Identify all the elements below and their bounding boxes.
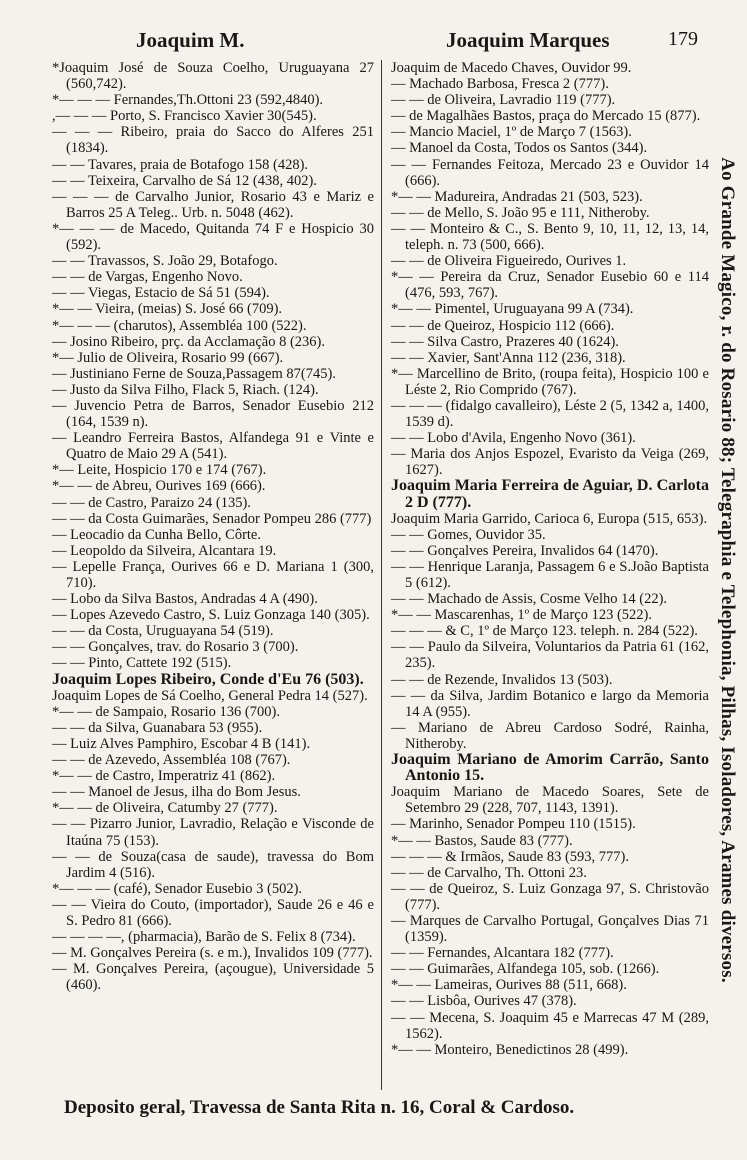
entry: — — Manoel de Jesus, ilha do Bom Jesus. [52,784,301,801]
entry: — — de Rezende, Invalidos 13 (503). [391,671,613,688]
entry: *— Julio de Oliveira, Rosario 99 (667). [52,349,284,366]
entry: — Mancio Maciel, 1º de Março 7 (1563). [391,124,632,141]
entry: Joaquim Maria Garrido, Carioca 6, Europa (515, 653). [391,510,708,527]
entry: — — — & C, 1º de Março 123. teleph. n. 284 (522). [391,623,698,640]
entry: — Manoel da Costa, Todos os Santos (344). [391,140,648,157]
entry: — Luiz Alves Pamphiro, Escobar 4 B (141). [52,735,311,752]
entry: — — — —, (pharmacia), Barão de S. Felix 8 (734). [52,929,356,946]
entry: — — Monteiro & C., S. Bento 9, 10, 11, 12, 13, 14, teleph. n. 73 (500, 666). [391,220,709,254]
running-head-left: Joaquim M. [136,28,245,52]
entry: *— — Pereira da Cruz, Senador Eusebio 60 e 114 (476, 593, 767). [391,269,709,302]
heading-entry: Joaquim Lopes Ribeiro, Conde d'Eu 76 (503). [52,670,364,688]
entry: — — de Castro, Paraizo 24 (135). [52,494,251,511]
entry: — — Vieira do Couto, (importador), Saude 26 e 46 e S. Pedro 81 (666). [52,896,374,929]
entry: — Leocadio da Cunha Bello, Côrte. [52,526,261,543]
entry: — — de Azevedo, Assembléa 108 (767). [52,752,291,769]
entry: *— — de Oliveira, Catumby 27 (777). [52,800,278,817]
entry: — — Pizarro Junior, Lavradio, Relação e Visconde de Itaúna 75 (153). [52,816,374,849]
entry: — — Fernandes Feitoza, Mercado 23 e Ouvidor 14 (666). [391,156,709,189]
entry: — — Guimarães, Alfandega 105, sob. (1266). [391,961,660,978]
entry: — — de Vargas, Engenho Novo. [52,269,243,286]
right-column [391,60,709,1058]
entry: — — Lisbôa, Ourives 47 (378). [391,993,577,1010]
entry: *— Leite, Hospicio 170 e 174 (767). [52,462,267,479]
entry: — Juvencio Petra de Barros, Senador Eusebio 212 (164, 1539 n). [52,397,374,431]
side-advertisement-text: Ao Grande Magico, r. do Rosario 88; Telegraphia e Telephonia, Pilhas, Isoladores, Arames diversos. [717,157,738,983]
entry: — — de Queiroz, S. Luiz Gonzaga 97, S. Christovão (777). [391,880,709,913]
entry: Joaquim Lopes de Sá Coelho, General Pedra 14 (527). [52,687,368,704]
entry: — Justiniano Ferne de Souza,Passagem 87(745). [52,365,336,382]
entry: Joaquim de Macedo Chaves, Ouvidor 99. [391,60,632,76]
entry: — — da Costa, Uruguayana 54 (519). [52,623,274,640]
entry: *— — — (café), Senador Eusebio 3 (502). [52,880,303,897]
entry: *— — Madureira, Andradas 21 (503, 523). [391,188,643,205]
entry: ,— — — Porto, S. Francisco Xavier 30(545). [52,108,317,125]
entry: — — Pinto, Cattete 192 (515). [52,655,232,672]
heading-entry: Joaquim Mariano de Amorim Carrão, Santo Antonio 15. [391,751,709,785]
footer-advertisement: Deposito geral, Travessa de Santa Rita n. 16, Coral & Cardoso. [64,1097,575,1118]
entry: *— Marcellino de Brito, (roupa feita), Hospicio 100 e Léste 2, Rio Comprido (767). [391,365,709,398]
left-column [52,60,374,993]
entry: — Mariano de Abreu Cardoso Sodré, Rainha, Nitheroby. [391,719,709,752]
entry: *— — Lameiras, Ourives 88 (511, 668). [391,977,627,994]
entry: *— — — Fernandes,Th.Ottoni 23 (592,4840). [52,92,324,109]
entry: — — da Costa Guimarães, Senador Pompeu 286 (777) [52,510,372,527]
entry: — — — (fidalgo cavalleiro), Léste 2 (5, 1342 a, 1400, 1539 d). [391,397,709,431]
entry: — — da Silva, Jardim Botanico e largo da Memoria 14 A (955). [391,687,709,720]
entry: — — de Oliveira, Lavradio 119 (777). [391,92,616,109]
entry: — — de Carvalho, Th. Ottoni 23. [391,864,587,881]
entry: *— — Vieira, (meias) S. José 66 (709). [52,301,283,318]
entry: — — Viegas, Estacio de Sá 51 (594). [52,285,270,302]
entry: — — Henrique Laranja, Passagem 6 e S.João Baptista 5 (612). [391,558,709,591]
entry: — — Teixeira, Carvalho de Sá 12 (438, 402). [52,172,317,189]
entry: — — Lobo d'Avila, Engenho Novo (361). [391,430,636,447]
entry: — M. Gonçalves Pereira (s. e m.), Invalidos 109 (777). [52,945,373,962]
entry: — — Tavares, praia de Botafogo 158 (428). [52,156,309,173]
side-advertisement [712,30,742,1110]
entry: — — Xavier, Sant'Anna 112 (236, 318). [391,349,626,366]
entry: — — de Queiroz, Hospicio 112 (666). [391,317,615,334]
entry: *— — Pimentel, Uruguayana 99 A (734). [391,301,634,318]
entry: — — Paulo da Silveira, Voluntarios da Patria 61 (162, 235). [391,639,709,672]
entry: — Lepelle França, Ourives 66 e D. Mariana 1 (300, 710). [52,558,374,591]
entry: — de Magalhães Bastos, praça do Mercado 15 (877). [391,108,701,125]
entry: — Josino Ribeiro, prç. da Acclamação 8 (236). [52,333,326,350]
heading-entry: Joaquim Maria Ferreira de Aguiar, D. Carlota 2 D (777). [391,477,709,511]
entry: — — Silva Castro, Prazeres 40 (1624). [391,333,619,350]
entry: — Marques de Carvalho Portugal, Gonçalves Dias 71 (1359). [391,912,709,946]
entry: — Leopoldo da Silveira, Alcantara 19. [52,542,277,559]
entry: *— — de Sampaio, Rosario 136 (700). [52,703,280,720]
entry: — — Gonçalves Pereira, Invalidos 64 (1470). [391,542,659,559]
entry: — — de Souza(casa de saude), travessa do Bom Jardim 4 (516). [52,848,374,881]
column-divider [381,60,382,1090]
entry: — Marinho, Senador Pompeu 110 (1515). [391,816,636,833]
entry: — — Mecena, S. Joaquim 45 e Marrecas 47 M (289, 1562). [391,1009,709,1042]
entry: — Justo da Silva Filho, Flack 5, Riach. (124). [52,381,319,398]
entry: — — Machado de Assis, Cosme Velho 14 (22). [391,591,668,608]
entry: — — Gomes, Ouvidor 35. [391,526,546,543]
entry: *— — de Castro, Imperatriz 41 (862). [52,768,276,785]
entry: *Joaquim José de Souza Coelho, Uruguayana 27 (560,742). [52,60,374,93]
entry: — Lobo da Silva Bastos, Andradas 4 A (490). [52,591,318,608]
entry: — Machado Barbosa, Fresca 2 (777). [391,76,609,93]
entry: *— — Bastos, Saude 83 (777). [391,832,573,849]
entry: — — — Ribeiro, praia do Sacco do Alferes 251 (1834). [52,124,374,157]
entry: — — Travassos, S. João 29, Botafogo. [52,253,278,270]
entry: — — — de Carvalho Junior, Rosario 43 e Mariz e Barros 25 A Teleg.. Urb. n. 5048 (462). [52,188,374,221]
entry: *— — Monteiro, Benedictinos 28 (499). [391,1041,629,1058]
entry: Joaquim Mariano de Macedo Soares, Sete de Setembro 29 (228, 707, 1143, 1391). [391,784,709,817]
entry: *— — — de Macedo, Quitanda 74 F e Hospicio 30 (592). [52,220,374,254]
entry: — — — & Irmãos, Saude 83 (593, 777). [391,848,630,865]
entry: — Lopes Azevedo Castro, S. Luiz Gonzaga 140 (305). [52,607,370,624]
entry: — — de Oliveira Figueiredo, Ourives 1. [391,253,627,270]
entry: *— — Mascarenhas, 1º de Março 123 (522). [391,607,652,624]
entry: — — de Mello, S. João 95 e 111, Nitheroby. [391,204,650,221]
entry: — — Fernandes, Alcantara 182 (777). [391,945,614,962]
entry: — Leandro Ferreira Bastos, Alfandega 91 e Vinte e Quatro de Maio 29 A (541). [52,430,374,463]
running-head-right: Joaquim Marques [446,28,610,52]
entry: *— — — (charutos), Assembléa 100 (522). [52,317,307,334]
entry: — — da Silva, Guanabara 53 (955). [52,719,263,736]
entry: — Maria dos Anjos Espozel, Evaristo da Veiga (269, 1627). [391,446,709,479]
entry: — — Gonçalves, trav. do Rosario 3 (700). [52,639,299,656]
entry: — M. Gonçalves Pereira, (açougue), Universidade 5 (460). [52,961,374,994]
entry: *— — de Abreu, Ourives 169 (666). [52,478,266,495]
page-number: 179 [668,28,698,50]
